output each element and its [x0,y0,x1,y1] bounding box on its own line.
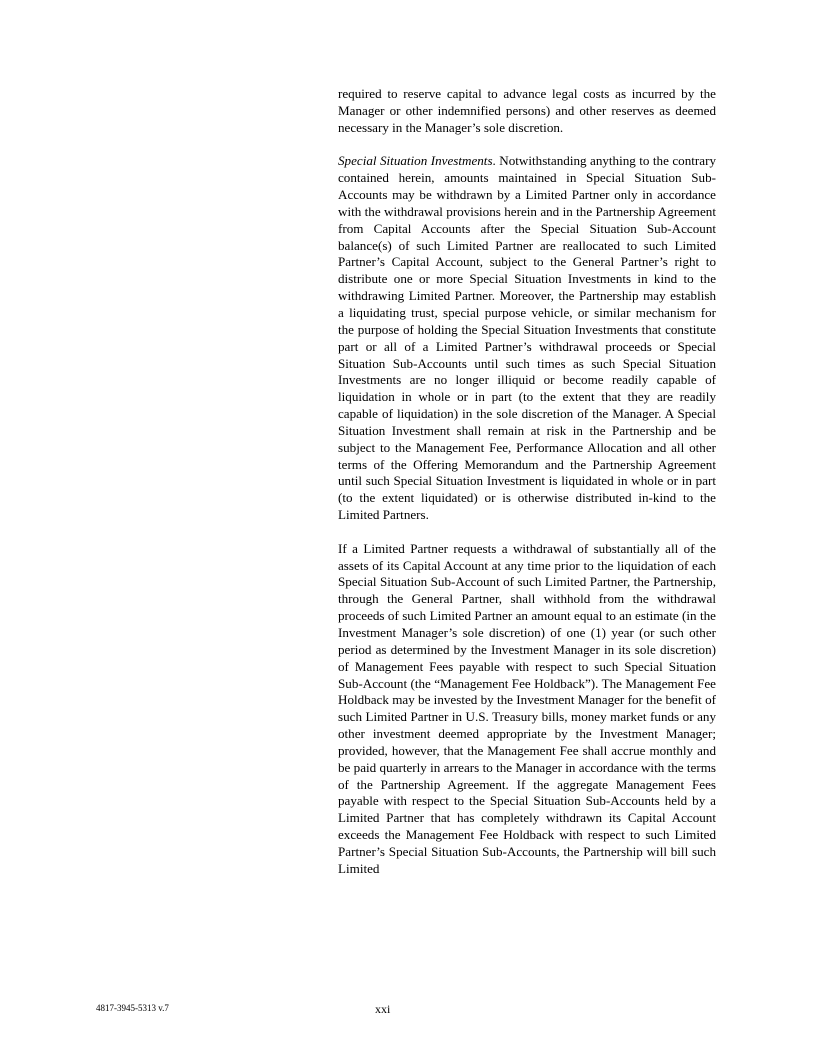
paragraph-text: required to reserve capital to advance legal costs as incurred by the Manager or other indemnified persons) and other reserves as deemed necessary in the Manager’s sole discretion. [338,86,716,135]
document-id: 4817-3945-5313 v.7 [96,1003,169,1013]
paragraph-reserves-continuation [338,86,716,137]
paragraph-special-situation-investments [338,153,716,524]
paragraph-management-fee-holdback [338,541,716,878]
paragraph-text: . Notwithstanding anything to the contrary contained herein, amounts maintained in Special Situation Sub-Accounts may be withdrawn by a Limited Partner only in accordance with the withdrawal provisions herein and in the Partnership Agreement from Capital Accounts after the Special Situation Sub-Account balance(s) of such Limited Partner are reallocated to such Limited Partner’s Capital Account, subject to the General Partner’s right to distribute one or more Special Situation Investments in kind to the withdrawing Limited Partner. Moreover, the Partnership may establish a liquidating trust, special purpose vehicle, or similar mechanism for the purpose of holding the Special Situation Investments that constitute part or all of a Limited Partner’s withdrawal proceeds or Special Situation Sub-Accounts until such times as such Special Situation Investments are no longer illiquid or become readily capable of liquidation in whole or in part (to the extent that they are readily capable of liquidation) in the sole discretion of the Manager. A Special Situation Investment shall remain at risk in the Partnership and be subject to the Management Fee, Performance Allocation and all other terms of the Offering Memorandum and the Partnership Agreement until such Special Situation Investment is liquidated in whole or in part (to the extent liquidated) or is otherwise distributed in-kind to the Limited Partners. [338,153,716,523]
paragraph-heading: Special Situation Investments [338,153,493,169]
body-text-column [338,86,716,895]
page-number: xxi [375,1002,391,1016]
paragraph-text: If a Limited Partner requests a withdrawal of substantially all of the assets of its Capital Account at any time prior to the liquidation of each Special Situation Sub-Account of such Limited Partner, the Partnership, through the General Partner, shall withhold from the withdrawal proceeds of such Limited Partner an amount equal to an estimate (in the Investment Manager’s sole discretion) of one (1) year (or such other period as determined by the Investment Manager in its sole discretion) of Management Fees payable with respect to such Special Situation Sub-Account (the “Management Fee Holdback”). The Management Fee Holdback may be invested by the Investment Manager for the benefit of such Limited Partner in U.S. Treasury bills, money market funds or any other investment deemed appropriate by the Investment Manager; provided, however, that the Management Fee shall accrue monthly and be paid quarterly in arrears to the Manager in accordance with the terms of the Partnership Agreement. If the aggregate Management Fees payable with respect to the Special Situation Sub-Accounts held by a Limited Partner that has completely withdrawn its Capital Account exceeds the Management Fee Holdback with respect to such Limited Partner’s Special Situation Sub-Accounts, the Partnership will bill such Limited [338,540,716,876]
